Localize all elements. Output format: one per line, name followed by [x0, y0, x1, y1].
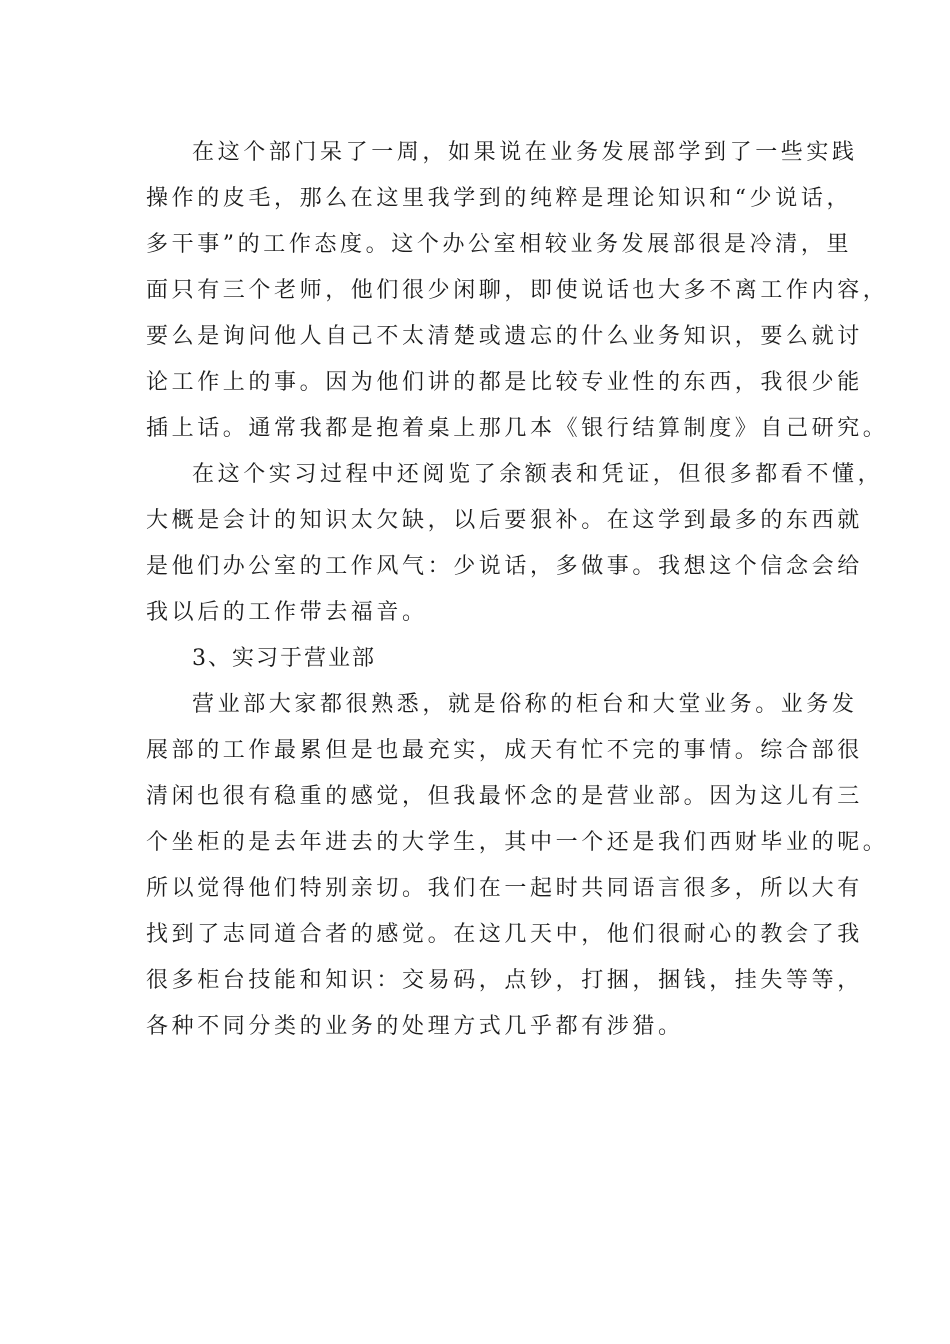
paragraph-line: 清闲也很有稳重的感觉，但我最怀念的是营业部。因为这儿有三 [146, 784, 863, 809]
paragraph-line: 插上话。通常我都是抱着桌上那几本《银行结算制度》自己研究。 [146, 416, 889, 441]
paragraph-line: 在这个实习过程中还阅览了余额表和凭证，但很多都看不懂， [192, 462, 884, 487]
paragraph-line: 很多柜台技能和知识：交易码，点钞，打捆，捆钱，挂失等等， [146, 968, 863, 993]
paragraph-line: 所以觉得他们特别亲切。我们在一起时共同语言很多，所以大有 [146, 876, 863, 901]
paragraph-line: 我以后的工作带去福音。 [146, 600, 428, 625]
paragraph [146, 452, 884, 636]
paragraph-line: 论工作上的事。因为他们讲的都是比较专业性的东西，我很少能 [146, 370, 863, 395]
paragraph-line: 找到了志同道合者的感觉。在这几天中，他们很耐心的教会了我 [146, 922, 863, 947]
paragraph-line: 要么是询问他人自己不太清楚或遗忘的什么业务知识，要么就讨 [146, 324, 863, 349]
paragraph-line: 各种不同分类的业务的处理方式几乎都有涉猎。 [146, 1014, 684, 1039]
paragraph-line: 在这个部门呆了一周，如果说在业务发展部学到了一些实践 [192, 140, 858, 165]
paragraph-line: 是他们办公室的工作风气：少说话，多做事。我想这个信念会给 [146, 554, 863, 579]
section-heading: 3、实习于营业部 [192, 646, 376, 671]
paragraph-line: 大概是会计的知识太欠缺，以后要狠补。在这学到最多的东西就 [146, 508, 863, 533]
document-body [146, 130, 889, 1050]
paragraph-line: 营业部大家都很熟悉，就是俗称的柜台和大堂业务。业务发 [192, 692, 858, 717]
paragraph-line: 多干事”的工作态度。这个办公室相较业务发展部很是冷清，里 [146, 232, 853, 257]
paragraph [146, 130, 889, 452]
paragraph-line: 个坐柜的是去年进去的大学生，其中一个还是我们西财毕业的呢。 [146, 830, 889, 855]
paragraph-line: 面只有三个老师，他们很少闲聊，即使说话也大多不离工作内容， [146, 278, 889, 303]
paragraph-line: 操作的皮毛，那么在这里我学到的纯粹是理论知识和“少说话， [146, 186, 853, 211]
paragraph [146, 682, 889, 1050]
paragraph-line: 展部的工作最累但是也最充实，成天有忙不完的事情。综合部很 [146, 738, 863, 763]
